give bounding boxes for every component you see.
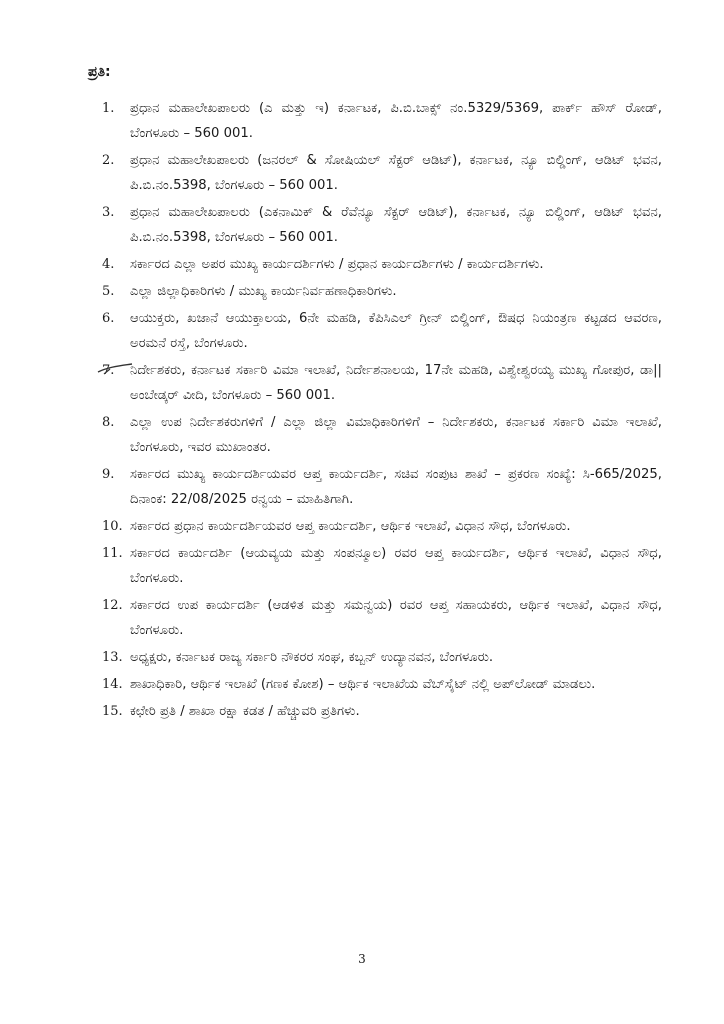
item-number: 13. <box>102 650 123 665</box>
list-item <box>102 358 662 408</box>
item-number: 10. <box>102 519 123 534</box>
item-number: 12. <box>102 598 123 613</box>
list-item <box>102 252 662 277</box>
item-number: 8. <box>102 415 115 430</box>
item-text: ಎಲ್ಲಾ ಉಪ ನಿರ್ದೇಶಕರುಗಳಿಗೆ / ಎಲ್ಲಾ ಜಿಲ್ಲಾ ವಿಮಾಧಿಕಾರಿಗಳಿಗೆ – ನಿರ್ದೇಶಕರು, ಕರ್ನಾಟಕ ಸರ್ಕಾರಿ ವಿಮಾ ಇಲಾಖೆ, ಬೆಂಗಳೂರು, ಇವರ ಮುಖಾಂತರ. <box>130 415 662 455</box>
page-number: 3 <box>358 952 366 966</box>
item-text: ಶಾಖಾಧಿಕಾರಿ, ಆರ್ಥಿಕ ಇಲಾಖೆ (ಗಣಕ ಕೋಶ) – ಆರ್ಥಿಕ ಇಲಾಖೆಯ ವೆಬ್‌ಸೈಟ್ ನಲ್ಲಿ ಅಪ್‌ಲೋಡ್ ಮಾಡಲು. <box>130 677 596 692</box>
list-item <box>102 279 662 304</box>
list-item <box>102 410 662 460</box>
list-item <box>102 593 662 643</box>
item-text: ಆಯುಕ್ತರು, ಖಜಾನೆ ಆಯುಕ್ತಾಲಯ, 6ನೇ ಮಹಡಿ, ಕೆಪಿಸಿಎಲ್ ಗ್ರೀನ್ ಬಿಲ್ಡಿಂಗ್, ಔಷಧ ನಿಯಂತ್ರಣ ಕಟ್ಟಡದ ಆವರಣ, ಅರಮನೆ ರಸ್ತೆ, ಬೆಂಗಳೂರು. <box>130 311 662 351</box>
list-item <box>102 96 662 146</box>
list-item <box>102 200 662 250</box>
item-number: 3. <box>102 205 115 220</box>
item-text: ಸರ್ಕಾರದ ಕಾರ್ಯದರ್ಶಿ (ಆಯವ್ಯಯ ಮತ್ತು ಸಂಪನ್ಮೂಲ) ರವರ ಆಪ್ತ ಕಾರ್ಯದರ್ಶಿ, ಆರ್ಥಿಕ ಇಲಾಖೆ, ವಿಧಾನ ಸೌಧ, ಬೆಂಗಳೂರು. <box>130 546 662 586</box>
item-text: ಕಛೇರಿ ಪ್ರತಿ / ಶಾಖಾ ರಕ್ಷಾ ಕಡತ / ಹೆಚ್ಚುವರಿ ಪ್ರತಿಗಳು. <box>130 704 360 719</box>
item-number: 4. <box>102 257 115 272</box>
item-text: ಪ್ರಧಾನ ಮಹಾಲೇಖಪಾಲರು (ಎಕನಾಮಿಕ್ & ರೆವೆನ್ಯೂ ಸೆಕ್ಟರ್ ಆಡಿಟ್), ಕರ್ನಾಟಕ, ನ್ಯೂ ಬಿಲ್ಡಿಂಗ್, ಆಡಿಟ್ ಭವನ, ಪಿ.ಬಿ.ನಂ.5398, ಬೆಂಗಳೂರು – 560 001. <box>130 205 662 245</box>
item-text: ನಿರ್ದೇಶಕರು, ಕರ್ನಾಟಕ ಸರ್ಕಾರಿ ವಿಮಾ ಇಲಾಖೆ, ನಿರ್ದೇಶನಾಲಯ, 17ನೇ ಮಹಡಿ, ವಿಶ್ವೇಶ್ವರಯ್ಯ ಮುಖ್ಯ ಗೋಪುರ, ಡಾ|| ಅಂಬೇಡ್ಕರ್ ವೀದಿ, ಬೆಂಗಳೂರು – 560 001. <box>130 363 662 403</box>
item-text: ಪ್ರಧಾನ ಮಹಾಲೇಖಪಾಲರು (ಜನರಲ್ & ಸೋಷಿಯಲ್ ಸೆಕ್ಟರ್ ಆಡಿಟ್), ಕರ್ನಾಟಕ, ನ್ಯೂ ಬಿಲ್ಡಿಂಗ್, ಆಡಿಟ್ ಭವನ, ಪಿ.ಬಿ.ನಂ.5398, ಬೆಂಗಳೂರು – 560 001. <box>130 153 662 193</box>
list-item <box>102 699 662 724</box>
item-number: 6. <box>102 311 115 326</box>
recipient-list <box>102 96 662 726</box>
item-text: ಪ್ರಧಾನ ಮಹಾಲೇಖಪಾಲರು (ಎ ಮತ್ತು ಇ) ಕರ್ನಾಟಕ, ಪಿ.ಬಿ.ಬಾಕ್ಸ್ ನಂ.5329/5369, ಪಾರ್ಕ್ ಹೌಸ್ ರೋಡ್, ಬೆಂಗಳೂರು – 560 001. <box>130 101 662 141</box>
item-number: 7. <box>102 363 115 378</box>
item-text: ಸರ್ಕಾರದ ಉಪ ಕಾರ್ಯದರ್ಶಿ (ಆಡಳಿತ ಮತ್ತು ಸಮನ್ವಯ) ರವರ ಆಪ್ತ ಸಹಾಯಕರು, ಆರ್ಥಿಕ ಇಲಾಖೆ, ವಿಧಾನ ಸೌಧ, ಬೆಂಗಳೂರು. <box>130 598 662 638</box>
list-item <box>102 306 662 356</box>
list-item <box>102 148 662 198</box>
item-text: ಸರ್ಕಾರದ ಮುಖ್ಯ ಕಾರ್ಯದರ್ಶಿಯವರ ಆಪ್ತ ಕಾರ್ಯದರ್ಶಿ, ಸಚಿವ ಸಂಪುಟ ಶಾಖೆ – ಪ್ರಕರಣ ಸಂಖ್ಯೆ: ಸಿ-665/2025, ದಿನಾಂಕ: 22/08/2025 ರನ್ವಯ – ಮಾಹಿತಿಗಾಗಿ. <box>130 467 662 507</box>
item-text: ಸರ್ಕಾರದ ಎಲ್ಲಾ ಅಪರ ಮುಖ್ಯ ಕಾರ್ಯದರ್ಶಿಗಳು / ಪ್ರಧಾನ ಕಾರ್ಯದರ್ಶಿಗಳು / ಕಾರ್ಯದರ್ಶಿಗಳು. <box>130 257 544 272</box>
list-item <box>102 462 662 512</box>
item-number: 15. <box>102 704 123 719</box>
list-item <box>102 514 662 539</box>
item-number: 5. <box>102 284 115 299</box>
item-text: ಸರ್ಕಾರದ ಪ್ರಧಾನ ಕಾರ್ಯದರ್ಶಿಯವರ ಆಪ್ತ ಕಾರ್ಯದರ್ಶಿ, ಆರ್ಥಿಕ ಇಲಾಖೆ, ವಿಧಾನ ಸೌಧ, ಬೆಂಗಳೂರು. <box>130 519 571 534</box>
item-text: ಎಲ್ಲಾ ಜಿಲ್ಲಾಧಿಕಾರಿಗಳು / ಮುಖ್ಯ ಕಾರ್ಯನಿರ್ವಹಣಾಧಿಕಾರಿಗಳು. <box>130 284 397 299</box>
list-item <box>102 672 662 697</box>
list-item <box>102 645 662 670</box>
item-number: 2. <box>102 153 115 168</box>
list-item <box>102 541 662 591</box>
item-number: 11. <box>102 546 123 561</box>
copy-to-heading: ಪ್ರತಿ: <box>88 64 111 80</box>
item-text: ಅಧ್ಯಕ್ಷರು, ಕರ್ನಾಟಕ ರಾಜ್ಯ ಸರ್ಕಾರಿ ನೌಕರರ ಸಂಘ, ಕಬ್ಬನ್ ಉದ್ಯಾನವನ, ಬೆಂಗಳೂರು. <box>130 650 494 665</box>
item-number: 1. <box>102 101 115 116</box>
item-number: 9. <box>102 467 115 482</box>
item-number: 14. <box>102 677 123 692</box>
